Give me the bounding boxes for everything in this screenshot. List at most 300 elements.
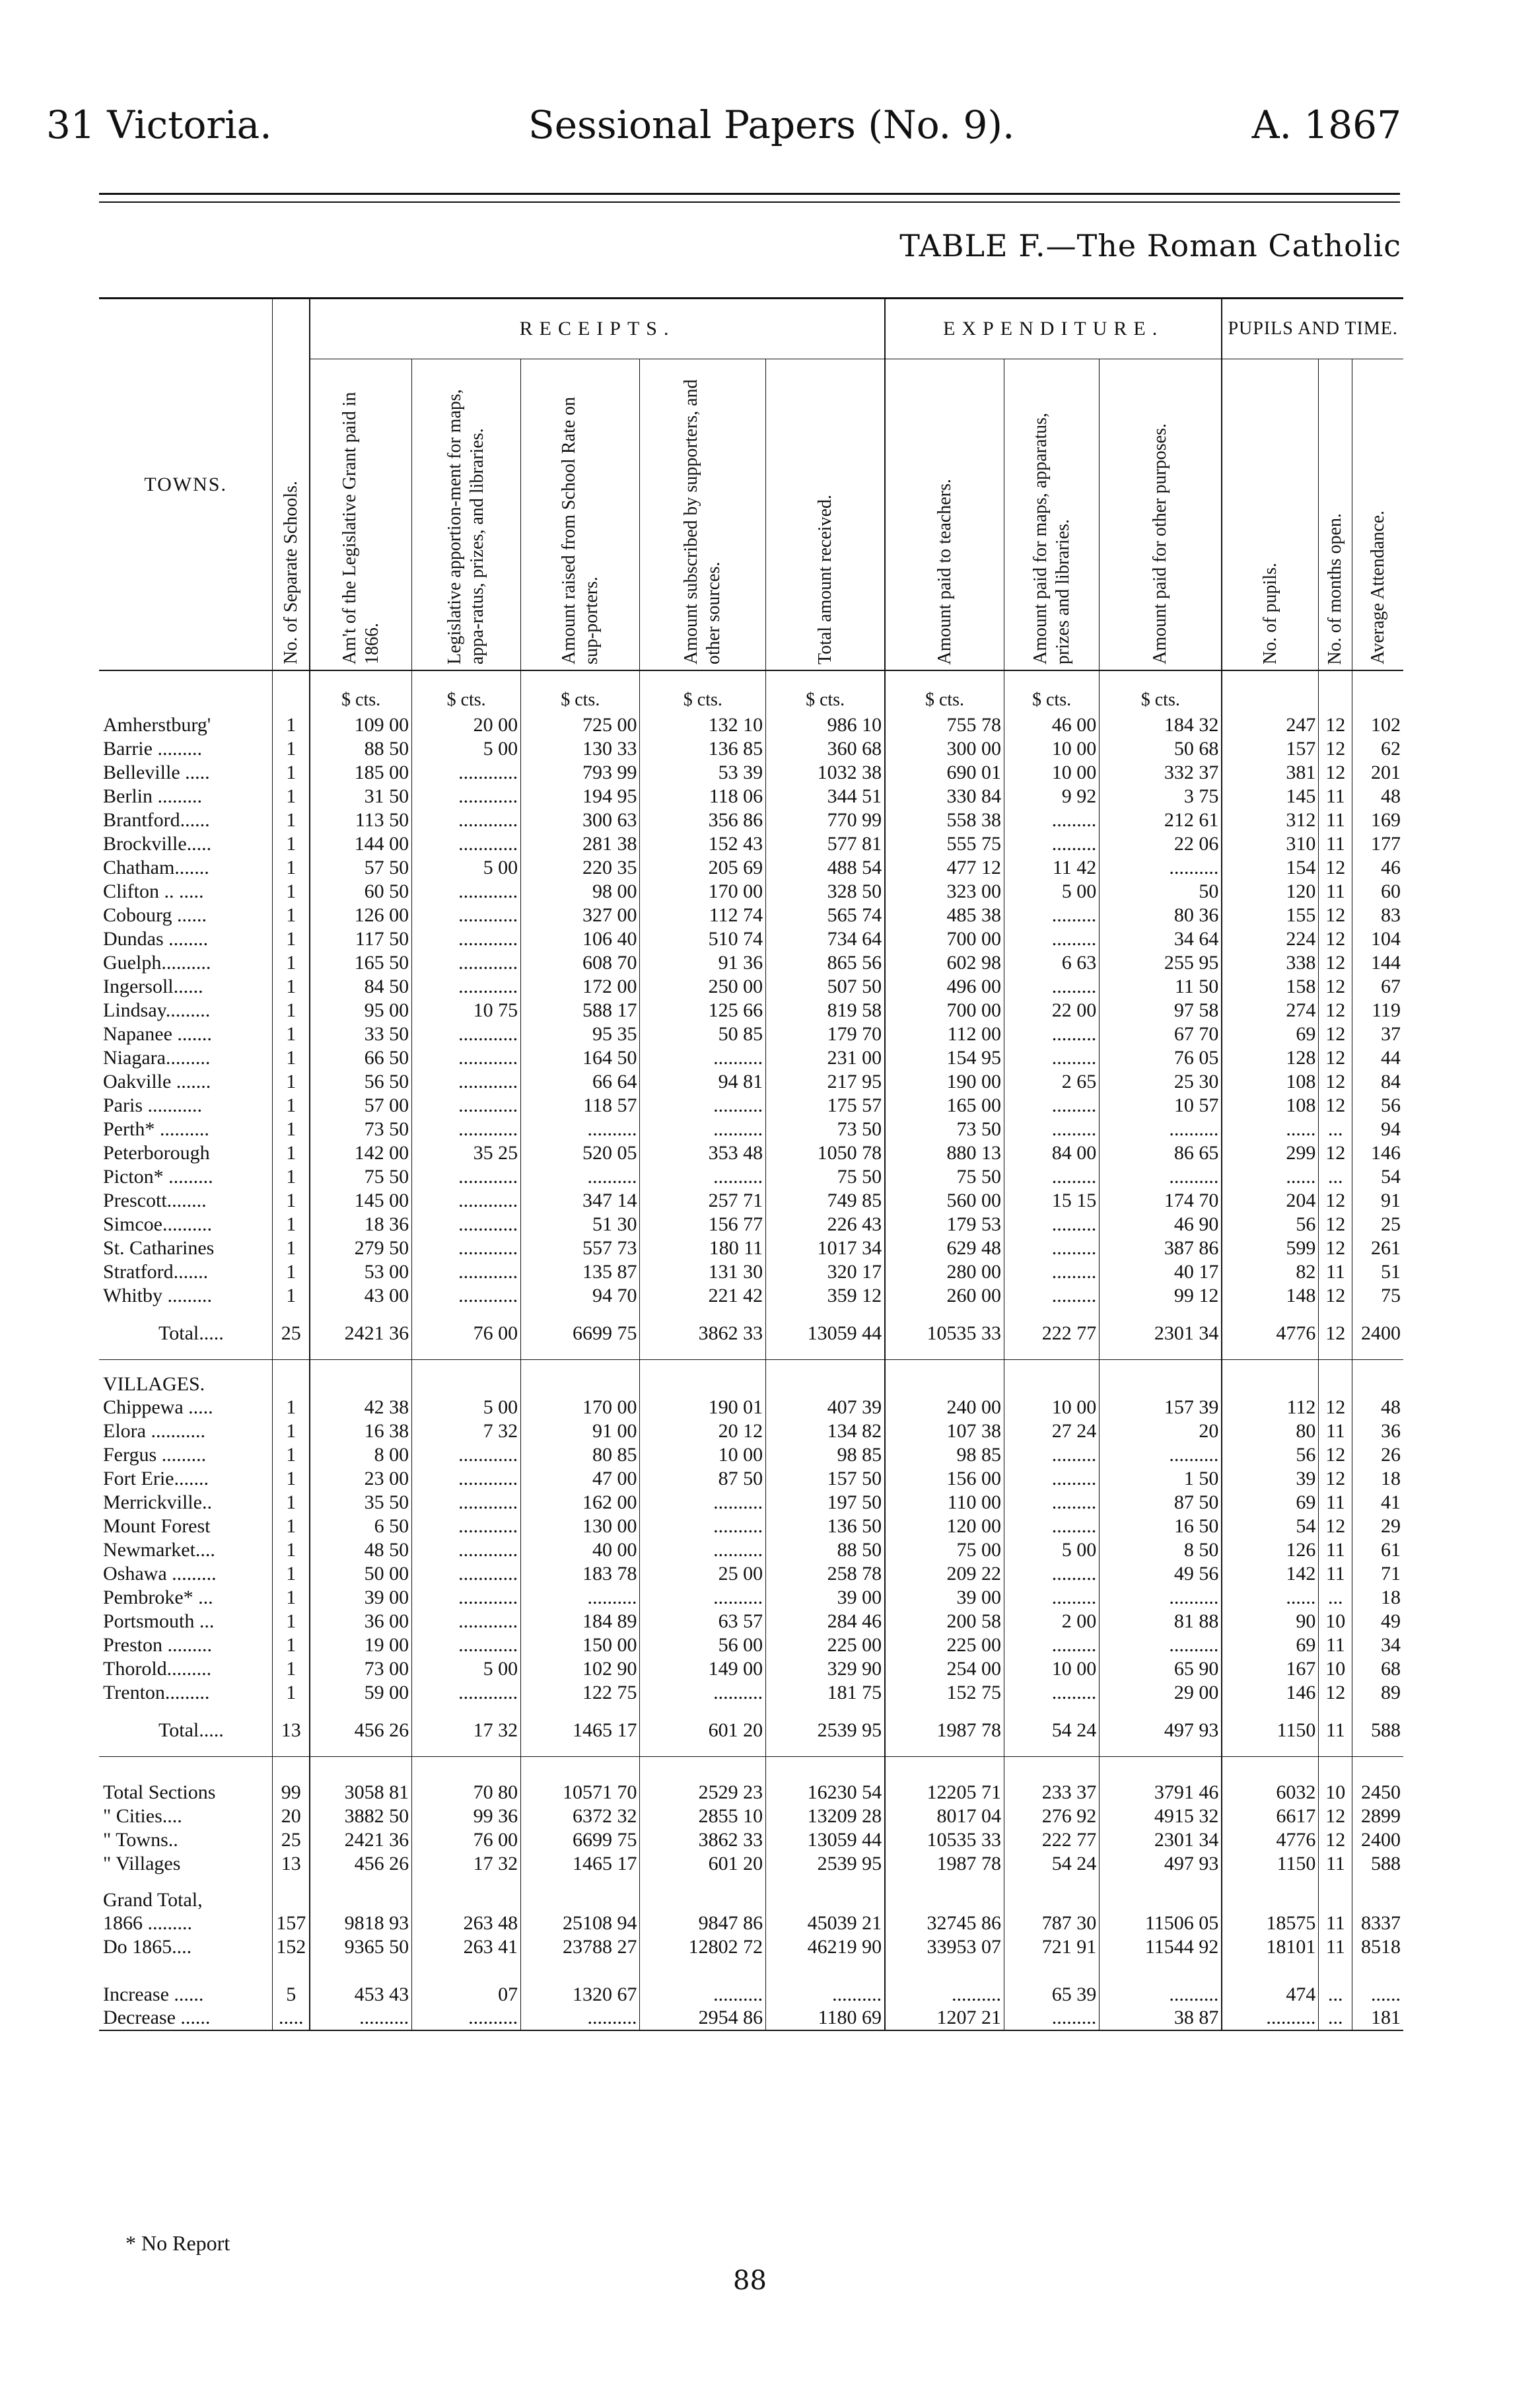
- cell: 12: [1319, 975, 1352, 999]
- cell: 10571 70: [521, 1781, 640, 1804]
- cell: 145: [1222, 785, 1319, 808]
- cell: 75 50: [310, 1165, 412, 1189]
- cell: 156 00: [885, 1467, 1004, 1491]
- cell: 201: [1352, 761, 1403, 785]
- section-label: Grand Total,: [103, 1888, 203, 1911]
- cell: 6617: [1222, 1804, 1319, 1828]
- cell: 12: [1319, 1284, 1352, 1308]
- town-row: [99, 1094, 1403, 1118]
- cell: 145 00: [310, 1189, 412, 1213]
- cell: 94 81: [640, 1070, 766, 1094]
- cell: .........: [1004, 927, 1099, 951]
- cell: 102 90: [521, 1657, 640, 1681]
- cell: 4776: [1222, 1308, 1319, 1360]
- cell: .........: [1004, 975, 1099, 999]
- cell: 221 42: [640, 1284, 766, 1308]
- town-row: [99, 880, 1403, 904]
- cell: 793 99: [521, 761, 640, 785]
- cell: 2450: [1352, 1781, 1403, 1804]
- cell: 170 00: [640, 880, 766, 904]
- cell: ............: [412, 1538, 521, 1562]
- cell: Oshawa .........: [103, 1563, 217, 1585]
- cell: 279 50: [310, 1236, 412, 1260]
- cell: 99 36: [412, 1804, 521, 1828]
- cell: ..........: [1100, 1443, 1222, 1467]
- cell: 725 00: [521, 713, 640, 737]
- cell: ............: [412, 1070, 521, 1094]
- cell: 54 24: [1004, 1705, 1099, 1757]
- cell: Guelph..........: [103, 952, 211, 974]
- cell: ..........: [310, 2007, 412, 2030]
- cell: Brantford......: [103, 809, 210, 831]
- cell: ............: [412, 1562, 521, 1586]
- cell: 12: [1319, 951, 1352, 975]
- cell: 184 89: [521, 1610, 640, 1633]
- cell: 31 50: [310, 785, 412, 808]
- cell: 5: [273, 1983, 310, 2007]
- cell: 10 00: [640, 1443, 766, 1467]
- cell: 86 65: [1100, 1141, 1222, 1165]
- cell: 98 85: [766, 1443, 885, 1467]
- cell: 588 17: [521, 999, 640, 1022]
- village-row: [99, 1491, 1403, 1515]
- cell: 560 00: [885, 1189, 1004, 1213]
- cell: 66 64: [521, 1070, 640, 1094]
- cell: 11: [1319, 1491, 1352, 1515]
- village-row: [99, 1633, 1403, 1657]
- cell: 119: [1352, 999, 1403, 1022]
- cell: 1: [273, 1236, 310, 1260]
- cell: 53 39: [640, 761, 766, 785]
- cell: 130 00: [521, 1515, 640, 1538]
- cell: 16 50: [1100, 1515, 1222, 1538]
- cell: 69: [1222, 1633, 1319, 1657]
- cell: 1: [273, 1118, 310, 1141]
- cell: 67: [1352, 975, 1403, 999]
- cell: ............: [412, 904, 521, 927]
- cell: 87 50: [1100, 1491, 1222, 1515]
- cell: ..........: [1100, 856, 1222, 880]
- cell: 274: [1222, 999, 1319, 1022]
- town-row: [99, 1070, 1403, 1094]
- cell: Cobourg ......: [103, 904, 207, 926]
- cell: Fergus .........: [103, 1444, 207, 1466]
- cell: ............: [412, 1189, 521, 1213]
- cell: 107 38: [885, 1419, 1004, 1443]
- cell: 986 10: [766, 713, 885, 737]
- cell: ..........: [640, 1118, 766, 1141]
- cell: 12: [1319, 1141, 1352, 1165]
- cell: 1: [273, 785, 310, 808]
- cell: ..........: [640, 1515, 766, 1538]
- cell: 1: [273, 1189, 310, 1213]
- cell: 558 38: [885, 808, 1004, 832]
- cell: 787 30: [1004, 1911, 1099, 1935]
- cell: 32745 86: [885, 1911, 1004, 1935]
- cell: ............: [412, 1515, 521, 1538]
- cell: ............: [412, 1046, 521, 1070]
- cell: 50: [1100, 880, 1222, 904]
- cell: 6 63: [1004, 951, 1099, 975]
- cell: 276 92: [1004, 1804, 1099, 1828]
- town-row: [99, 1284, 1403, 1308]
- cell: 91 36: [640, 951, 766, 975]
- village-row: [99, 1515, 1403, 1538]
- cell: 1: [273, 737, 310, 761]
- cell: 12: [1319, 1396, 1352, 1419]
- cell: 40 00: [521, 1538, 640, 1562]
- cell: 54 24: [1004, 1852, 1099, 1876]
- cell: 76 05: [1100, 1046, 1222, 1070]
- cell: 13209 28: [766, 1804, 885, 1828]
- cell: 174 70: [1100, 1189, 1222, 1213]
- cell: 13: [273, 1705, 310, 1757]
- cell: St. Catharines: [103, 1237, 215, 1259]
- cell: 13: [273, 1852, 310, 1876]
- cell: Thorold.........: [103, 1658, 212, 1680]
- cell: 819 58: [766, 999, 885, 1022]
- summary-row: [99, 1828, 1403, 1852]
- cell: 1: [273, 1046, 310, 1070]
- cell: 109 00: [310, 713, 412, 737]
- cell: 25: [1352, 1213, 1403, 1236]
- cell: 3882 50: [310, 1804, 412, 1828]
- group-expenditure: EXPENDITURE.: [885, 299, 1222, 359]
- cell: 56 00: [640, 1633, 766, 1657]
- cell: 1150: [1222, 1705, 1319, 1757]
- cell: 222 77: [1004, 1828, 1099, 1852]
- cell: 75 50: [885, 1165, 1004, 1189]
- cell: 2954 86: [640, 2007, 766, 2030]
- cell: 49: [1352, 1610, 1403, 1633]
- cell: 4776: [1222, 1828, 1319, 1852]
- cell: ............: [412, 761, 521, 785]
- cell: 152 75: [885, 1681, 1004, 1705]
- cell: 37: [1352, 1022, 1403, 1046]
- cell: 172 00: [521, 975, 640, 999]
- cell: 1150: [1222, 1852, 1319, 1876]
- cell: ............: [412, 975, 521, 999]
- cell: 67 70: [1100, 1022, 1222, 1046]
- cell: ..........: [640, 1165, 766, 1189]
- footnote: * No Report: [125, 2231, 230, 2255]
- cell: .........: [1004, 1046, 1099, 1070]
- cell: 338: [1222, 951, 1319, 975]
- cell: 190 00: [885, 1070, 1004, 1094]
- cell: Chippewa .....: [103, 1396, 213, 1418]
- cell: 50 68: [1100, 737, 1222, 761]
- cell: 57 50: [310, 856, 412, 880]
- cell: .........: [1004, 1443, 1099, 1467]
- cell: 5 00: [412, 1657, 521, 1681]
- cell: 152 43: [640, 832, 766, 856]
- cell: 360 68: [766, 737, 885, 761]
- cell: 8 50: [1100, 1538, 1222, 1562]
- cell: Mount Forest: [103, 1515, 211, 1537]
- cell: 180 11: [640, 1236, 766, 1260]
- cell: 11506 05: [1100, 1911, 1222, 1935]
- village-row: [99, 1586, 1403, 1610]
- cell: 142 00: [310, 1141, 412, 1165]
- cell: 2529 23: [640, 1781, 766, 1804]
- cell: 73 00: [310, 1657, 412, 1681]
- cell: 11: [1319, 808, 1352, 832]
- village-row: [99, 1419, 1403, 1443]
- cell: 25108 94: [521, 1911, 640, 1935]
- cell: 76 00: [412, 1828, 521, 1852]
- cell: 6032: [1222, 1781, 1319, 1804]
- cell: 59 00: [310, 1681, 412, 1705]
- cell: 16 38: [310, 1419, 412, 1443]
- cell: 126: [1222, 1538, 1319, 1562]
- cell: 456 26: [310, 1705, 412, 1757]
- cell: 565 74: [766, 904, 885, 927]
- header-volume: 31 Victoria.: [46, 102, 272, 147]
- town-row: [99, 856, 1403, 880]
- cell: 9365 50: [310, 1935, 412, 1959]
- cell: Clifton .. .....: [103, 880, 204, 902]
- header-year: A. 1867: [1251, 102, 1401, 147]
- towns-total-row: [99, 1308, 1403, 1360]
- cell: 152: [273, 1935, 310, 1959]
- cell: 5 00: [1004, 1538, 1099, 1562]
- cell: 60: [1352, 880, 1403, 904]
- cell: 69: [1222, 1022, 1319, 1046]
- cell: 1180 69: [766, 2007, 885, 2030]
- cell: 599: [1222, 1236, 1319, 1260]
- cell: 90: [1222, 1610, 1319, 1633]
- cell: " Cities....: [103, 1804, 182, 1827]
- cell: 2421 36: [310, 1308, 412, 1360]
- cell: 353 48: [640, 1141, 766, 1165]
- cell: ..........: [521, 1118, 640, 1141]
- cell: 240 00: [885, 1396, 1004, 1419]
- cell: 1: [273, 1681, 310, 1705]
- cell: 1: [273, 761, 310, 785]
- cell: 257 71: [640, 1189, 766, 1213]
- cell: 12: [1319, 904, 1352, 927]
- cell: 29 00: [1100, 1681, 1222, 1705]
- cell: 20 12: [640, 1419, 766, 1443]
- cell: 222 77: [1004, 1308, 1099, 1360]
- cell: 2539 95: [766, 1705, 885, 1757]
- change-row: [99, 1983, 1403, 2007]
- cell: 5 00: [412, 737, 521, 761]
- cell: 1: [273, 1491, 310, 1515]
- cell: 63 57: [640, 1610, 766, 1633]
- cell: 39 00: [310, 1586, 412, 1610]
- cell: 11: [1319, 1852, 1352, 1876]
- cell: 26: [1352, 1443, 1403, 1467]
- cell: ..........: [885, 1983, 1004, 2007]
- town-row: [99, 951, 1403, 975]
- cell: 60 50: [310, 880, 412, 904]
- cell: 3058 81: [310, 1781, 412, 1804]
- cell: ..........: [766, 1983, 885, 2007]
- cell: 8 00: [310, 1443, 412, 1467]
- cell: 167: [1222, 1657, 1319, 1681]
- town-row: [99, 1236, 1403, 1260]
- cell: Fort Erie.......: [103, 1468, 209, 1489]
- cell: 6699 75: [521, 1308, 640, 1360]
- cell: 7 32: [412, 1419, 521, 1443]
- cell: 1: [273, 1141, 310, 1165]
- cell: ............: [412, 880, 521, 904]
- cell: 95 35: [521, 1022, 640, 1046]
- town-row: [99, 785, 1403, 808]
- cell: ............: [412, 1236, 521, 1260]
- cell: 75: [1352, 1284, 1403, 1308]
- cell: 62: [1352, 737, 1403, 761]
- cell: Whitby .........: [103, 1285, 212, 1306]
- cell: 407 39: [766, 1396, 885, 1419]
- cell: 1207 21: [885, 2007, 1004, 2030]
- cell: Elora ...........: [103, 1420, 205, 1442]
- cell: 11 50: [1100, 975, 1222, 999]
- cell: Prescott........: [103, 1190, 207, 1211]
- cell: 23788 27: [521, 1935, 640, 1959]
- cell: 496 00: [885, 975, 1004, 999]
- cell: 347 14: [521, 1189, 640, 1213]
- cell: 156 77: [640, 1213, 766, 1236]
- cell: 327 00: [521, 904, 640, 927]
- cell: 16230 54: [766, 1781, 885, 1804]
- cell: 3 75: [1100, 785, 1222, 808]
- cell: 1: [273, 1094, 310, 1118]
- cell: 88 50: [766, 1538, 885, 1562]
- cell: 10: [1319, 1610, 1352, 1633]
- cell: 164 50: [521, 1046, 640, 1070]
- cell: 1: [273, 1213, 310, 1236]
- villages-total-row: [99, 1705, 1403, 1757]
- cell: 108: [1222, 1070, 1319, 1094]
- cell: ..........: [640, 1046, 766, 1070]
- cell: 755 78: [885, 713, 1004, 737]
- cell: 81 88: [1100, 1610, 1222, 1633]
- cell: 34 64: [1100, 927, 1222, 951]
- cell: 1: [273, 856, 310, 880]
- cell: 11: [1319, 1538, 1352, 1562]
- cell: 8518: [1352, 1935, 1403, 1959]
- col-total-received: Total amount received.: [766, 359, 885, 671]
- cell: 118 06: [640, 785, 766, 808]
- cell: 1320 67: [521, 1983, 640, 2007]
- cell: 1: [273, 1284, 310, 1308]
- cell: ...: [1319, 1118, 1352, 1141]
- cell: 497 93: [1100, 1852, 1222, 1876]
- cell: .....: [273, 2007, 310, 2030]
- cell: 1032 38: [766, 761, 885, 785]
- table-title: TABLE F.—The Roman Catholic: [899, 228, 1401, 264]
- cell: 29: [1352, 1515, 1403, 1538]
- cell: 13059 44: [766, 1828, 885, 1852]
- cell: 555 75: [885, 832, 1004, 856]
- cell: 520 05: [521, 1141, 640, 1165]
- cell: 12: [1319, 1467, 1352, 1491]
- cell: 132 10: [640, 713, 766, 737]
- cell: Chatham.......: [103, 857, 209, 878]
- cell: 23 00: [310, 1467, 412, 1491]
- cell: 226 43: [766, 1213, 885, 1236]
- cell: 33953 07: [885, 1935, 1004, 1959]
- cell: 497 93: [1100, 1705, 1222, 1757]
- cell: 200 58: [885, 1610, 1004, 1633]
- cell: 46 00: [1004, 713, 1099, 737]
- cell: 157 39: [1100, 1396, 1222, 1419]
- statistics-table: [99, 297, 1403, 2031]
- cell: ..........: [640, 1983, 766, 2007]
- cell: 1: [273, 1467, 310, 1491]
- village-row: [99, 1657, 1403, 1681]
- cell: 197 50: [766, 1491, 885, 1515]
- cell: 117 50: [310, 927, 412, 951]
- cell: 11: [1319, 1935, 1352, 1959]
- cell: 12: [1319, 856, 1352, 880]
- cell: 312: [1222, 808, 1319, 832]
- cell: ......: [1222, 1165, 1319, 1189]
- cell: ..........: [640, 1094, 766, 1118]
- cell: 474: [1222, 1983, 1319, 2007]
- cell: 150 00: [521, 1633, 640, 1657]
- spacer-row: [99, 1757, 1403, 1781]
- cell: 108: [1222, 1094, 1319, 1118]
- cell: 255 95: [1100, 951, 1222, 975]
- cell: 183 78: [521, 1562, 640, 1586]
- cell: ...: [1319, 1165, 1352, 1189]
- cell: 113 50: [310, 808, 412, 832]
- cell: 20: [273, 1804, 310, 1828]
- cell: 12802 72: [640, 1935, 766, 1959]
- cell: 144 00: [310, 832, 412, 856]
- cell: ......: [1352, 1983, 1403, 2007]
- cell: ..........: [640, 1586, 766, 1610]
- cell: Napanee .......: [103, 1023, 212, 1045]
- cell: 865 56: [766, 951, 885, 975]
- cell: 98 85: [885, 1443, 1004, 1467]
- cell: ...: [1319, 1983, 1352, 2007]
- cell: 1: [273, 880, 310, 904]
- cell: 1: [273, 713, 310, 737]
- cell: 250 00: [640, 975, 766, 999]
- cell: 1: [273, 1165, 310, 1189]
- town-row: [99, 1046, 1403, 1070]
- cell: 1: [273, 951, 310, 975]
- town-row: [99, 761, 1403, 785]
- cell: .........: [1004, 904, 1099, 927]
- cell: 225 00: [766, 1633, 885, 1657]
- cell: 11: [1319, 1705, 1352, 1757]
- cell: 11: [1319, 1260, 1352, 1284]
- col-months: No. of months open.: [1319, 359, 1352, 671]
- cell: 20: [1100, 1419, 1222, 1443]
- cell: ...: [1319, 2007, 1352, 2030]
- cell: Picton* .........: [103, 1166, 213, 1188]
- cell: 18575: [1222, 1911, 1319, 1935]
- cell: 299: [1222, 1141, 1319, 1165]
- cell: 284 46: [766, 1610, 885, 1633]
- town-row: [99, 1213, 1403, 1236]
- cell: 10: [1319, 1657, 1352, 1681]
- cell: 260 00: [885, 1284, 1004, 1308]
- village-row: [99, 1467, 1403, 1491]
- cell: 20 00: [412, 713, 521, 737]
- cell: Perth* ..........: [103, 1118, 209, 1140]
- cell: 146: [1222, 1681, 1319, 1705]
- cell: ............: [412, 785, 521, 808]
- cell: 102: [1352, 713, 1403, 737]
- cell: 12: [1319, 927, 1352, 951]
- cell: 310: [1222, 832, 1319, 856]
